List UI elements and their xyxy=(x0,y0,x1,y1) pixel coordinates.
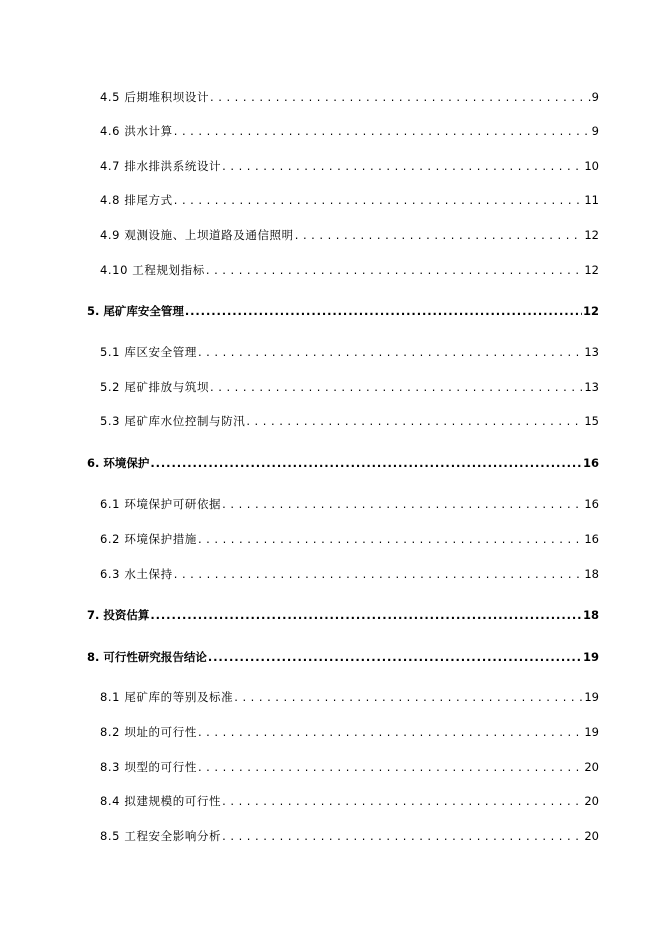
toc-entry[interactable] xyxy=(100,531,599,547)
toc-entry[interactable] xyxy=(100,262,599,278)
toc-chapter-page: 19 xyxy=(582,650,599,664)
toc-entry-title: 8.5 工程安全影响分析 xyxy=(100,829,222,843)
toc-dot-leader xyxy=(222,793,583,809)
toc-entry-page: 20 xyxy=(584,794,599,808)
toc-entry[interactable] xyxy=(100,759,599,775)
toc-dot-leader xyxy=(198,759,583,775)
toc-entry[interactable] xyxy=(100,828,599,844)
toc-entry[interactable] xyxy=(100,413,599,429)
toc-entry-page: 11 xyxy=(584,193,599,207)
toc-entry-title: 4.5 后期堆积坝设计 xyxy=(100,90,210,104)
toc-entry[interactable] xyxy=(100,192,599,208)
toc-entry[interactable] xyxy=(100,689,599,705)
toc-chapter-page: 16 xyxy=(582,456,599,470)
toc-chapter-title: 6. 环境保护 xyxy=(87,456,150,470)
toc-entry-page: 20 xyxy=(584,829,599,843)
toc-entry-title: 8.3 坝型的可行性 xyxy=(100,760,197,774)
toc-entry-title: 4.10 工程规划指标 xyxy=(100,263,205,277)
toc-entry[interactable] xyxy=(100,724,599,740)
toc-dot-leader xyxy=(210,89,591,105)
toc-entry-page: 19 xyxy=(584,725,599,739)
toc-chapter-page: 18 xyxy=(582,608,599,622)
toc-dot-leader xyxy=(210,379,583,395)
toc-entry-title: 6.3 水土保持 xyxy=(100,567,173,581)
toc-entry-title: 6.1 环境保护可研依据 xyxy=(100,497,222,511)
toc-entry-title: 5.3 尾矿库水位控制与防汛 xyxy=(100,414,246,428)
toc-dot-leader xyxy=(234,689,583,705)
toc-dot-leader xyxy=(198,724,583,740)
toc-chapter-title: 7. 投资估算 xyxy=(87,608,150,622)
toc-entry-title: 6.2 环境保护措施 xyxy=(100,532,197,546)
toc-entry[interactable] xyxy=(100,123,599,139)
toc-entry-title: 4.9 观测设施、上坝道路及通信照明 xyxy=(100,228,294,242)
toc-dot-leader xyxy=(198,344,583,360)
toc-entry-page: 16 xyxy=(584,532,599,546)
toc-dot-leader xyxy=(174,566,584,582)
toc-entry-page: 12 xyxy=(584,263,599,277)
toc-dot-leader xyxy=(206,262,583,278)
toc-dot-leader xyxy=(246,413,583,429)
toc-entry-page: 10 xyxy=(584,159,599,173)
toc-entry-title: 8.4 拟建规模的可行性 xyxy=(100,794,222,808)
toc-dot-leader xyxy=(208,649,582,665)
toc-entry[interactable] xyxy=(100,158,599,174)
toc-entry[interactable] xyxy=(100,379,599,395)
toc-entry-page: 9 xyxy=(591,124,599,138)
toc-entry-title: 8.2 坝址的可行性 xyxy=(100,725,197,739)
toc-chapter[interactable] xyxy=(87,455,599,471)
toc-dot-leader xyxy=(174,192,584,208)
toc-dot-leader xyxy=(222,158,583,174)
toc-entry-page: 19 xyxy=(584,690,599,704)
toc-entry-title: 4.6 洪水计算 xyxy=(100,124,173,138)
toc-entry[interactable] xyxy=(100,496,599,512)
toc-dot-leader xyxy=(198,531,583,547)
toc-entry-page: 15 xyxy=(584,414,599,428)
toc-entry-title: 4.7 排水排洪系统设计 xyxy=(100,159,222,173)
toc-entry-page: 13 xyxy=(584,345,599,359)
toc-dot-leader xyxy=(150,607,582,623)
toc-entry-page: 20 xyxy=(584,760,599,774)
toc-dot-leader xyxy=(222,496,583,512)
toc-entry[interactable] xyxy=(100,89,599,105)
toc-chapter-title: 8. 可行性研究报告结论 xyxy=(87,650,207,664)
toc-dot-leader xyxy=(295,227,584,243)
toc-entry-page: 13 xyxy=(584,380,599,394)
toc-entry-page: 9 xyxy=(591,90,599,104)
toc-entry-page: 18 xyxy=(584,567,599,581)
toc-entry[interactable] xyxy=(100,566,599,582)
toc-entry[interactable] xyxy=(100,793,599,809)
toc-dot-leader xyxy=(185,303,582,319)
toc-entry-title: 4.8 排尾方式 xyxy=(100,193,173,207)
toc-entry-page: 12 xyxy=(584,228,599,242)
toc-entry-title: 5.2 尾矿排放与筑坝 xyxy=(100,380,210,394)
toc-entry-page: 16 xyxy=(584,497,599,511)
toc-dot-leader xyxy=(150,455,582,471)
toc-chapter[interactable] xyxy=(87,607,599,623)
toc-chapter-title: 5. 尾矿库安全管理 xyxy=(87,304,184,318)
toc-entry[interactable] xyxy=(100,344,599,360)
toc-entry-title: 8.1 尾矿库的等别及标准 xyxy=(100,690,234,704)
toc-dot-leader xyxy=(222,828,583,844)
toc-entry-title: 5.1 库区安全管理 xyxy=(100,345,197,359)
toc-entry[interactable] xyxy=(100,227,599,243)
toc-chapter-page: 12 xyxy=(582,304,599,318)
toc-chapter[interactable] xyxy=(87,303,599,319)
toc-dot-leader xyxy=(174,123,591,139)
toc-chapter[interactable] xyxy=(87,649,599,665)
